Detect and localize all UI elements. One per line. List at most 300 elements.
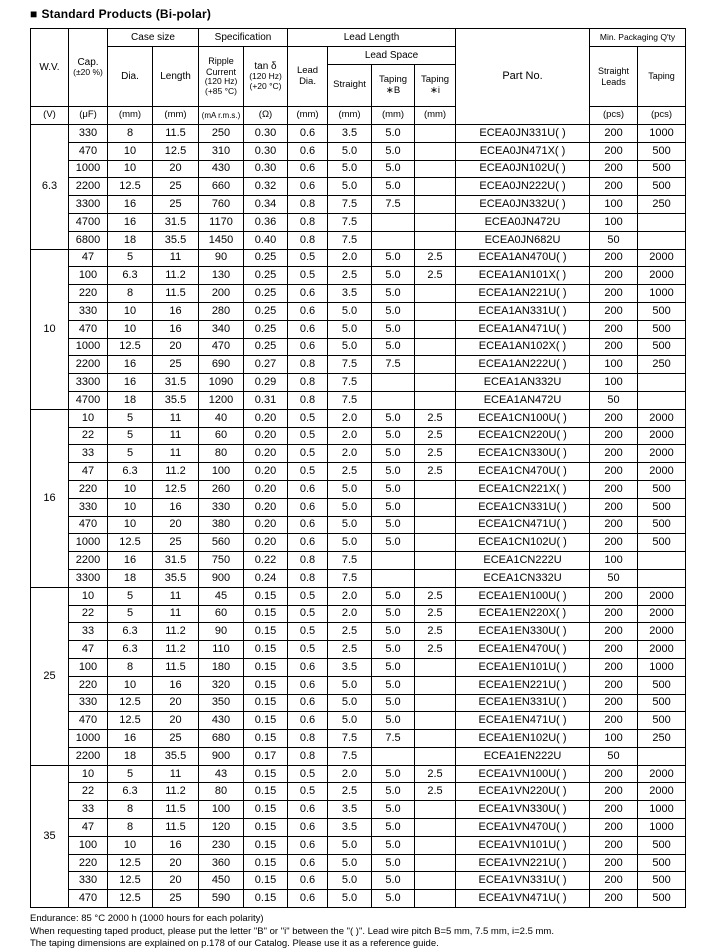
cell-lead-dia: 0.6 [288,836,328,854]
cell-tan-delta: 0.15 [244,712,288,730]
cell-qty-taping: 500 [638,338,686,356]
cell-dia: 12.5 [108,694,153,712]
cell-lead-dia: 0.6 [288,516,328,534]
cell-cap: 47 [69,819,108,837]
cell-dia: 12.5 [108,890,153,908]
col-header-dia: Dia. [108,47,153,107]
ripple-condition-temp: (+85 °C) [205,85,237,96]
unit-dia: (mm) [108,107,153,125]
cell-lead-space-taping-b: 5.0 [372,854,415,872]
col-header-part-no: Part No. [456,29,590,125]
cell-lead-space-taping-b: 5.0 [372,285,415,303]
cell-length: 11.5 [153,819,199,837]
cell-length: 20 [153,694,199,712]
cell-tan-delta: 0.15 [244,605,288,623]
cell-part-no: ECEA1EN330U( ) [456,623,590,641]
footnote-taping-request: When requesting taped product, please put the letter "B" or "i" between the "( )". Lead wire pitch B=5 mm, 7.5 mm, i=2.5 mm. [30,925,554,937]
spec-row [31,213,686,231]
cell-lead-dia: 0.5 [288,641,328,659]
spec-row [31,641,686,659]
cell-lead-space-taping-b: 7.5 [372,356,415,374]
cell-tan-delta: 0.20 [244,498,288,516]
spec-row [31,872,686,890]
straight-leads-line2: Leads [601,76,626,87]
cell-qty-straight-leads: 50 [590,231,638,249]
spec-row [31,569,686,587]
cell-tan-delta: 0.27 [244,356,288,374]
cell-tan-delta: 0.24 [244,569,288,587]
cell-lead-space-straight: 7.5 [328,391,372,409]
cell-qty-straight-leads: 200 [590,801,638,819]
cell-ripple-current: 280 [199,302,244,320]
cell-lead-space-straight: 2.0 [328,605,372,623]
cell-lead-space-straight: 5.0 [328,712,372,730]
cell-cap: 470 [69,516,108,534]
cell-qty-taping: 500 [638,320,686,338]
cell-part-no: ECEA1AN471U( ) [456,320,590,338]
cell-lead-space-taping-i: 2.5 [415,641,456,659]
cell-lead-space-taping-i: 2.5 [415,409,456,427]
cell-qty-taping: 2000 [638,267,686,285]
cell-qty-taping: 250 [638,356,686,374]
cell-ripple-current: 180 [199,658,244,676]
cell-qty-straight-leads: 200 [590,890,638,908]
spec-table-header [31,29,686,125]
cell-lead-dia: 0.5 [288,605,328,623]
cell-dia: 5 [108,427,153,445]
cell-part-no: ECEA1AN101X( ) [456,267,590,285]
cell-qty-straight-leads: 200 [590,783,638,801]
wv-group-value: 16 [31,409,69,587]
cell-qty-taping: 2000 [638,783,686,801]
cell-lead-dia: 0.6 [288,302,328,320]
lead-dia-line1: Lead [296,64,319,76]
spec-row [31,552,686,570]
cell-lead-space-taping-i [415,285,456,303]
cell-lead-dia: 0.5 [288,249,328,267]
col-group-case-size: Case size [108,29,199,47]
cell-ripple-current: 430 [199,160,244,178]
cell-lead-space-straight: 2.0 [328,249,372,267]
cell-ripple-current: 260 [199,480,244,498]
cell-lead-space-taping-b: 5.0 [372,516,415,534]
cell-length: 31.5 [153,213,199,231]
cell-qty-straight-leads: 200 [590,125,638,143]
cell-lead-space-taping-i [415,125,456,143]
cell-qty-taping: 500 [638,676,686,694]
cell-qty-taping: 2000 [638,427,686,445]
cell-lead-space-taping-b [372,231,415,249]
cell-cap: 10 [69,765,108,783]
unit-cap: (μF) [69,107,108,125]
cell-part-no: ECEA1VN101U( ) [456,836,590,854]
cell-length: 11 [153,409,199,427]
cell-tan-delta: 0.32 [244,178,288,196]
cell-lead-space-taping-i [415,213,456,231]
cell-tan-delta: 0.20 [244,445,288,463]
cell-length: 11.2 [153,623,199,641]
cell-qty-taping: 1000 [638,285,686,303]
cell-tan-delta: 0.15 [244,623,288,641]
spec-row [31,196,686,214]
cell-lead-space-straight: 2.0 [328,409,372,427]
cell-cap: 22 [69,427,108,445]
cell-lead-space-taping-i [415,498,456,516]
col-header-taping-i [415,65,456,107]
cell-lead-space-taping-i [415,836,456,854]
cell-part-no: ECEA0JN682U [456,231,590,249]
cell-ripple-current: 760 [199,196,244,214]
cell-lead-space-taping-i: 2.5 [415,783,456,801]
cell-lead-space-taping-i [415,302,456,320]
cell-lead-space-taping-b [372,747,415,765]
spec-row [31,605,686,623]
cell-qty-straight-leads: 200 [590,605,638,623]
cell-lead-space-taping-b [372,213,415,231]
cell-lead-space-taping-b: 5.0 [372,427,415,445]
spec-row [31,320,686,338]
cell-lead-space-taping-b: 5.0 [372,712,415,730]
cell-lead-dia: 0.5 [288,623,328,641]
cell-lead-dia: 0.5 [288,765,328,783]
cell-tan-delta: 0.15 [244,801,288,819]
cell-lead-space-taping-i: 2.5 [415,445,456,463]
cell-length: 11.2 [153,641,199,659]
cell-part-no: ECEA1AN222U( ) [456,356,590,374]
cell-cap: 33 [69,623,108,641]
cell-lead-space-taping-b: 5.0 [372,783,415,801]
cell-qty-straight-leads: 200 [590,142,638,160]
cell-length: 11.2 [153,463,199,481]
cell-length: 35.5 [153,231,199,249]
cell-lead-dia: 0.8 [288,747,328,765]
cell-cap: 330 [69,872,108,890]
cell-ripple-current: 750 [199,552,244,570]
cell-cap: 4700 [69,213,108,231]
cell-lead-dia: 0.8 [288,569,328,587]
unit-taping-qty: (pcs) [638,107,686,125]
cell-lead-dia: 0.8 [288,231,328,249]
cell-tan-delta: 0.25 [244,338,288,356]
cell-part-no: ECEA1VN470U( ) [456,819,590,837]
cell-part-no: ECEA1EN221U( ) [456,676,590,694]
cell-tan-delta: 0.15 [244,783,288,801]
spec-row [31,623,686,641]
cell-length: 11.5 [153,125,199,143]
cell-length: 25 [153,196,199,214]
cell-qty-straight-leads: 200 [590,427,638,445]
cell-qty-taping [638,231,686,249]
cell-qty-taping [638,552,686,570]
spec-row [31,463,686,481]
cell-tan-delta: 0.15 [244,890,288,908]
cell-tan-delta: 0.20 [244,516,288,534]
cell-qty-taping: 2000 [638,641,686,659]
cell-lead-dia: 0.8 [288,213,328,231]
cell-part-no: ECEA1VN221U( ) [456,854,590,872]
tan-delta-label: tan δ [254,60,277,72]
cell-lead-space-taping-b: 5.0 [372,125,415,143]
cell-cap: 47 [69,463,108,481]
cell-lead-space-straight: 3.5 [328,125,372,143]
cell-lead-space-taping-i: 2.5 [415,587,456,605]
cell-length: 11 [153,249,199,267]
col-header-taping-qty: Taping [638,47,686,107]
cell-lead-space-taping-b: 5.0 [372,623,415,641]
col-header-straight: Straight [328,65,372,107]
cell-ripple-current: 450 [199,872,244,890]
taping-b-line2: ∗B [385,84,401,96]
cell-ripple-current: 80 [199,445,244,463]
standard-products-table [30,28,686,908]
cell-length: 25 [153,356,199,374]
cell-qty-taping: 500 [638,480,686,498]
cell-lead-dia: 0.5 [288,409,328,427]
cell-part-no: ECEA1AN331U( ) [456,302,590,320]
cell-cap: 330 [69,125,108,143]
col-header-cap [69,29,108,107]
cell-lead-space-taping-b: 5.0 [372,534,415,552]
cell-lead-space-taping-i [415,730,456,748]
cell-part-no: ECEA0JN472U [456,213,590,231]
cell-dia: 8 [108,801,153,819]
cell-length: 35.5 [153,569,199,587]
unit-straight: (mm) [328,107,372,125]
cell-part-no: ECEA1CN102U( ) [456,534,590,552]
spec-row [31,783,686,801]
cell-length: 11 [153,765,199,783]
cell-ripple-current: 560 [199,534,244,552]
cell-cap: 1000 [69,534,108,552]
cell-ripple-current: 660 [199,178,244,196]
cell-part-no: ECEA0JN332U( ) [456,196,590,214]
spec-table-body [31,125,686,908]
cell-lead-space-straight: 5.0 [328,676,372,694]
page-title [30,7,685,21]
cell-part-no: ECEA1EN101U( ) [456,658,590,676]
cell-length: 25 [153,890,199,908]
cell-length: 11.5 [153,801,199,819]
cell-lead-space-straight: 7.5 [328,213,372,231]
cell-lead-dia: 0.6 [288,534,328,552]
cell-qty-taping: 2000 [638,623,686,641]
cell-lead-space-straight: 5.0 [328,338,372,356]
cell-qty-straight-leads: 200 [590,320,638,338]
cell-ripple-current: 40 [199,409,244,427]
cell-qty-taping: 2000 [638,463,686,481]
cell-qty-straight-leads: 200 [590,819,638,837]
cell-ripple-current: 900 [199,569,244,587]
cell-part-no: ECEA1CN471U( ) [456,516,590,534]
spec-row [31,890,686,908]
cell-lead-space-taping-b: 5.0 [372,819,415,837]
cell-length: 16 [153,676,199,694]
cell-dia: 18 [108,569,153,587]
cell-tan-delta: 0.22 [244,552,288,570]
cell-lead-space-taping-i [415,231,456,249]
cell-part-no: ECEA0JN471X( ) [456,142,590,160]
ripple-condition-freq: (120 Hz) [204,76,238,87]
wv-group-value: 10 [31,249,69,409]
cell-ripple-current: 90 [199,623,244,641]
wv-group-value: 6.3 [31,125,69,250]
unit-ripple: (mA r.m.s.) [199,107,244,125]
cell-part-no: ECEA1CN332U [456,569,590,587]
cell-tan-delta: 0.15 [244,836,288,854]
cell-lead-space-straight: 3.5 [328,819,372,837]
cell-lead-space-taping-b: 5.0 [372,445,415,463]
ripple-label-line1: Ripple [208,56,234,67]
cell-dia: 12.5 [108,178,153,196]
cell-lead-space-straight: 7.5 [328,569,372,587]
cell-tan-delta: 0.30 [244,125,288,143]
cell-lead-space-taping-b: 5.0 [372,160,415,178]
cell-qty-taping: 1000 [638,658,686,676]
cell-ripple-current: 43 [199,765,244,783]
cell-tan-delta: 0.17 [244,747,288,765]
cell-lead-space-taping-i [415,374,456,392]
cell-cap: 1000 [69,730,108,748]
cell-ripple-current: 590 [199,890,244,908]
cell-qty-straight-leads: 200 [590,445,638,463]
cell-lead-space-taping-i: 2.5 [415,267,456,285]
spec-row [31,267,686,285]
cell-length: 25 [153,178,199,196]
cell-qty-taping: 500 [638,534,686,552]
cell-lead-space-taping-i: 2.5 [415,427,456,445]
cell-dia: 12.5 [108,854,153,872]
cell-lead-space-straight: 5.0 [328,516,372,534]
cell-lead-space-taping-i: 2.5 [415,765,456,783]
cell-qty-taping: 500 [638,836,686,854]
cell-tan-delta: 0.15 [244,658,288,676]
cell-cap: 3300 [69,569,108,587]
cell-tan-delta: 0.20 [244,427,288,445]
cell-lead-space-straight: 7.5 [328,552,372,570]
cell-qty-taping: 500 [638,890,686,908]
cell-lead-space-taping-b [372,391,415,409]
cell-dia: 16 [108,730,153,748]
spec-row [31,801,686,819]
col-group-specification: Specification [199,29,288,47]
cell-lead-space-taping-b: 7.5 [372,196,415,214]
cell-lead-space-taping-b: 5.0 [372,801,415,819]
cell-part-no: ECEA1EN100U( ) [456,587,590,605]
cell-lead-space-taping-b: 5.0 [372,320,415,338]
cell-cap: 100 [69,836,108,854]
cell-part-no: ECEA1VN471U( ) [456,890,590,908]
cell-ripple-current: 60 [199,605,244,623]
col-header-lead-dia [288,47,328,107]
cell-lead-space-straight: 2.5 [328,267,372,285]
cell-cap: 47 [69,641,108,659]
cell-ripple-current: 60 [199,427,244,445]
cell-qty-taping: 500 [638,516,686,534]
cell-tan-delta: 0.15 [244,819,288,837]
spec-row [31,765,686,783]
cell-lead-space-taping-b: 7.5 [372,730,415,748]
cell-cap: 4700 [69,391,108,409]
cell-tan-delta: 0.25 [244,249,288,267]
cell-lead-dia: 0.6 [288,498,328,516]
cell-lead-dia: 0.6 [288,125,328,143]
cell-dia: 5 [108,605,153,623]
cell-tan-delta: 0.25 [244,320,288,338]
cell-qty-taping: 1000 [638,801,686,819]
cell-qty-straight-leads: 100 [590,213,638,231]
cell-lead-dia: 0.6 [288,694,328,712]
cell-tan-delta: 0.15 [244,676,288,694]
spec-row [31,445,686,463]
footnotes [30,913,685,951]
cell-ripple-current: 680 [199,730,244,748]
cell-tan-delta: 0.20 [244,534,288,552]
cell-tan-delta: 0.31 [244,391,288,409]
cell-lead-space-taping-b [372,374,415,392]
cell-lead-dia: 0.5 [288,463,328,481]
cell-cap: 220 [69,285,108,303]
cell-cap: 100 [69,658,108,676]
cell-lead-space-taping-b: 5.0 [372,267,415,285]
cell-part-no: ECEA1EN102U( ) [456,730,590,748]
cell-length: 20 [153,712,199,730]
cell-part-no: ECEA1CN220U( ) [456,427,590,445]
cell-lead-dia: 0.6 [288,338,328,356]
cell-length: 16 [153,302,199,320]
cell-dia: 5 [108,249,153,267]
cell-lead-space-straight: 5.0 [328,160,372,178]
square-bullet-icon: ■ [30,7,38,21]
cell-lead-dia: 0.5 [288,267,328,285]
cell-qty-taping: 2000 [638,249,686,267]
cell-qty-straight-leads: 200 [590,712,638,730]
spec-row [31,160,686,178]
cell-lead-dia: 0.5 [288,783,328,801]
cell-cap: 6800 [69,231,108,249]
cell-lead-dia: 0.6 [288,658,328,676]
cell-qty-taping: 250 [638,730,686,748]
cell-ripple-current: 690 [199,356,244,374]
cell-tan-delta: 0.15 [244,872,288,890]
cell-cap: 1000 [69,160,108,178]
cell-length: 11 [153,605,199,623]
cell-dia: 10 [108,498,153,516]
cell-lead-dia: 0.6 [288,890,328,908]
cell-dia: 12.5 [108,534,153,552]
cell-qty-taping: 500 [638,712,686,730]
cell-lead-space-straight: 5.0 [328,836,372,854]
spec-row [31,178,686,196]
spec-row [31,854,686,872]
cell-lead-dia: 0.8 [288,196,328,214]
cell-part-no: ECEA1AN332U [456,374,590,392]
cell-length: 11 [153,445,199,463]
wv-group-value: 25 [31,587,69,765]
cell-part-no: ECEA0JN102U( ) [456,160,590,178]
cell-part-no: ECEA1CN470U( ) [456,463,590,481]
cell-dia: 16 [108,356,153,374]
cell-lead-space-straight: 5.0 [328,480,372,498]
cell-qty-straight-leads: 100 [590,730,638,748]
cell-lead-space-taping-b: 5.0 [372,302,415,320]
cell-lead-space-taping-i [415,160,456,178]
cell-length: 11.5 [153,285,199,303]
cell-qty-straight-leads: 200 [590,516,638,534]
cell-cap: 33 [69,445,108,463]
spec-row [31,374,686,392]
spec-row [31,231,686,249]
cell-dia: 18 [108,391,153,409]
